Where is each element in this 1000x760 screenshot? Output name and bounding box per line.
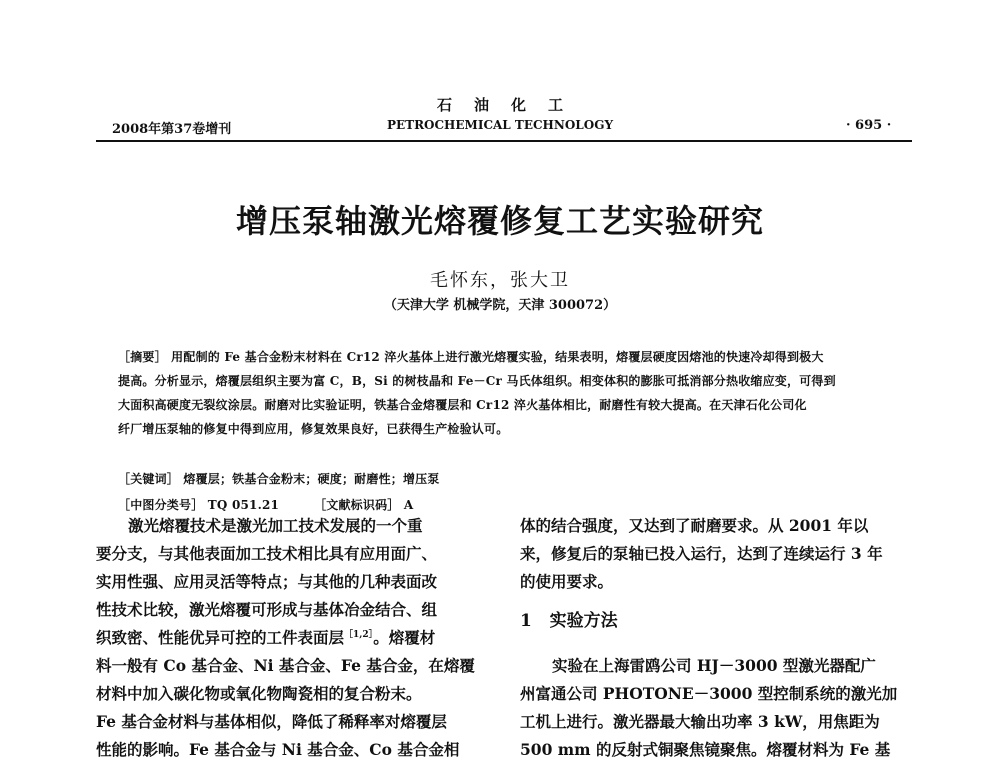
article-title: 增压泵轴激光熔覆修复工艺实验研究 [235,202,764,240]
section-heading: 1 实验方法 [520,611,618,631]
page-number: · 695 · [846,118,892,133]
body-line: 要分支，与其他表面加工技术相比具有应用面广、 [96,544,438,563]
body-line: 体的结合强度，又达到了耐磨要求。从 2001 年以 [520,516,869,535]
abstract-line: 大面积高硬度无裂纹涂层。耐磨对比实验证明，铁基合金熔覆层和 Cr12 淬火基体相比，耐磨性有较大提高。在天津石化公司化 [118,398,807,412]
header-rule [96,140,912,142]
abstract-line: ［摘要］ 用配制的 Fe 基合金粉末材料在 Cr12 淬火基体上进行激光熔覆实验，结果表明，熔覆层硬度因熔池的快速冷却得到极大 [118,350,824,364]
citation-ref: ［1,2］ [344,629,374,640]
keywords: ［关键词］ 熔覆层；铁基合金粉末；硬度；耐磨性；增压泵 [118,472,440,486]
authors: 毛怀东，张大卫 [430,270,570,291]
body-line: 材料中加入碳化物或氧化物陶瓷相的复合粉末。 [96,684,422,703]
affiliation: （天津大学 机械学院，天津 300072） [383,298,617,313]
body-line: 性能的影响。Fe 基合金与 Ni 基合金、Co 基合金相 [96,740,460,759]
body-line: 激光熔覆技术是激光加工技术发展的一个重 [128,516,423,535]
issue-info: 2008年第37卷增刊 [112,122,232,137]
body-line: 料一般有 Co 基合金、Ni 基合金、Fe 基合金，在熔覆 [96,656,475,675]
body-line: Fe 基合金材料与基体相似，降低了稀释率对熔覆层 [96,712,447,731]
body-line: 500 mm 的反射式铜聚焦镜聚焦。熔覆材料为 Fe 基 [520,740,891,759]
body-line [96,626,435,648]
journal-name-cn: 石油化工 [436,96,585,114]
body-line: 性技术比较，激光熔覆可形成与基体冶金结合、组 [96,600,438,619]
body-line: 的使用要求。 [520,572,614,591]
abstract-line: 纤厂增压泵轴的修复中得到应用，修复效果良好，已获得生产检验认可。 [118,422,509,436]
body-line: 实验在上海雷鸥公司 HJ－3000 型激光器配广 [552,656,876,675]
body-line: 来，修复后的泵轴已投入运行，达到了连续运行 3 年 [520,544,883,563]
body-text: 。熔覆材 [373,628,436,647]
classification: ［中图分类号］ TQ 051.21 ［文献标识码］ A [118,498,414,512]
body-line: 州富通公司 PHOTONE－3000 型控制系统的激光加 [520,684,898,703]
body-line: 实用性强、应用灵活等特点；与其他的几种表面改 [96,572,438,591]
body-line: 工机上进行。激光器最大输出功率 3 kW，用焦距为 [520,712,880,731]
abstract-line: 提高。分析显示，熔覆层组织主要为富 C，B，Si 的树枝晶和 Fe－Cr 马氏体组织。相变体积的膨胀可抵消部分热收缩应变，可得到 [118,374,836,388]
body-text: 织致密、性能优异可控的工件表面层 [96,628,345,647]
journal-name-en: PETROCHEMICAL TECHNOLOGY [386,118,614,132]
